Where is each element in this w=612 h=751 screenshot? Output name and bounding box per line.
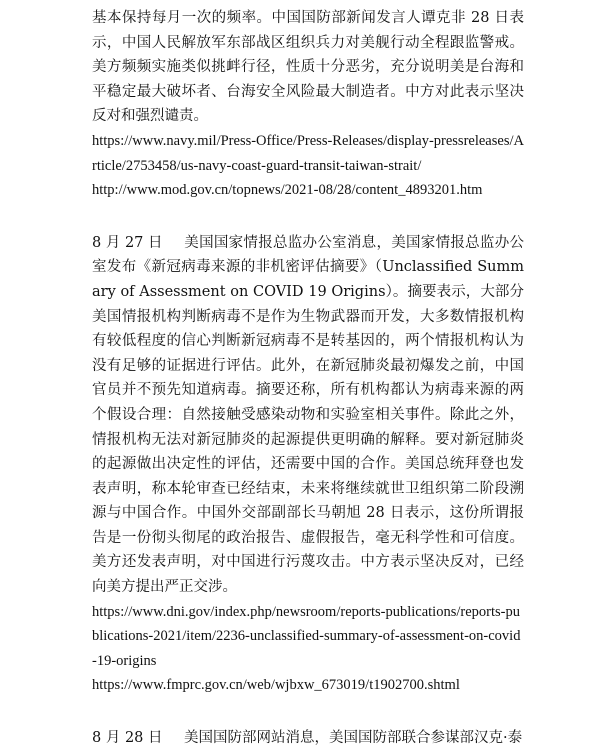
entry-separator <box>92 203 524 231</box>
entry-separator <box>92 698 524 726</box>
entry-8-27 <box>92 231 524 600</box>
entry-text: 美国国防部网站消息，美国国防部联合参谋部汉克·泰 <box>184 730 523 747</box>
source-link[interactable]: https://www.dni.gov/index.php/newsroom/reports-publications/reports-publications-2021/item/2236-unclassified-summary-of-assessment-on-covid-19-origins <box>92 603 521 669</box>
entry-continuation-text: 基本保持每月一次的频率。中国国防部新闻发言人谭克非 28 日表示，中国人民解放军东部战区组织兵力对美舰行动全程跟监警戒。美方频频实施类似挑衅行径，性质十分恶劣，充分说明美是台海和平稳定最大破坏者、台海安全风险最大制造者。中方对此表示坚决反对和强烈谴责。 <box>92 10 524 125</box>
source-link[interactable]: http://www.mod.gov.cn/topnews/2021-08/28/content_4893201.htm <box>92 182 483 199</box>
entry-8-28 <box>92 726 524 751</box>
source-link[interactable]: https://www.fmprc.gov.cn/web/wjbxw_673019/t1902700.shtml <box>92 677 460 694</box>
entry-text: 美国国家情报总监办公室消息，美国家情报总监办公室发布《新冠病毒来源的非机密评估摘要》（Unclassified Summary of Assessment on COVID 19 Origins）。摘要表示，大部分美国情报机构判断病毒不是作为生物武器而开发，大多数情报机构有较低程度的信心判断新冠病毒不是转基因的，两个情报机构认为没有足够的证据进行评估。此外，在新冠肺炎最初爆发之前，中国官员并不预先知道病毒。摘要还称，所有机构都认为病毒来源的两个假设合理：自然接触受感染动物和实验室相关事件。除此之外，情报机构无法对新冠肺炎的起源提供更明确的解释。要对新冠肺炎的起源做出决定性的评估，还需要中国的合作。美国总统拜登也发表声明，称本轮审查已经结束，未来将继续就世卫组织第二阶段溯源与中国合作。中国外交部副部长马朝旭 28 日表示，这份所谓报告是一份彻头彻尾的政治报告、虚假报告，毫无科学性和可信度。美方还发表声明，对中国进行污蔑攻击。中方表示坚决反对，已经向美方提出严正交涉。 <box>92 234 524 596</box>
document-page <box>92 6 524 751</box>
source-link[interactable]: https://www.navy.mil/Press-Office/Press-Releases/display-pressreleases/Article/2753458/us-navy-coast-guard-transit-taiwan-strait/ <box>92 132 524 174</box>
entry-date: 8 月 27 日 <box>92 234 163 251</box>
entry-date: 8 月 28 日 <box>92 730 163 747</box>
